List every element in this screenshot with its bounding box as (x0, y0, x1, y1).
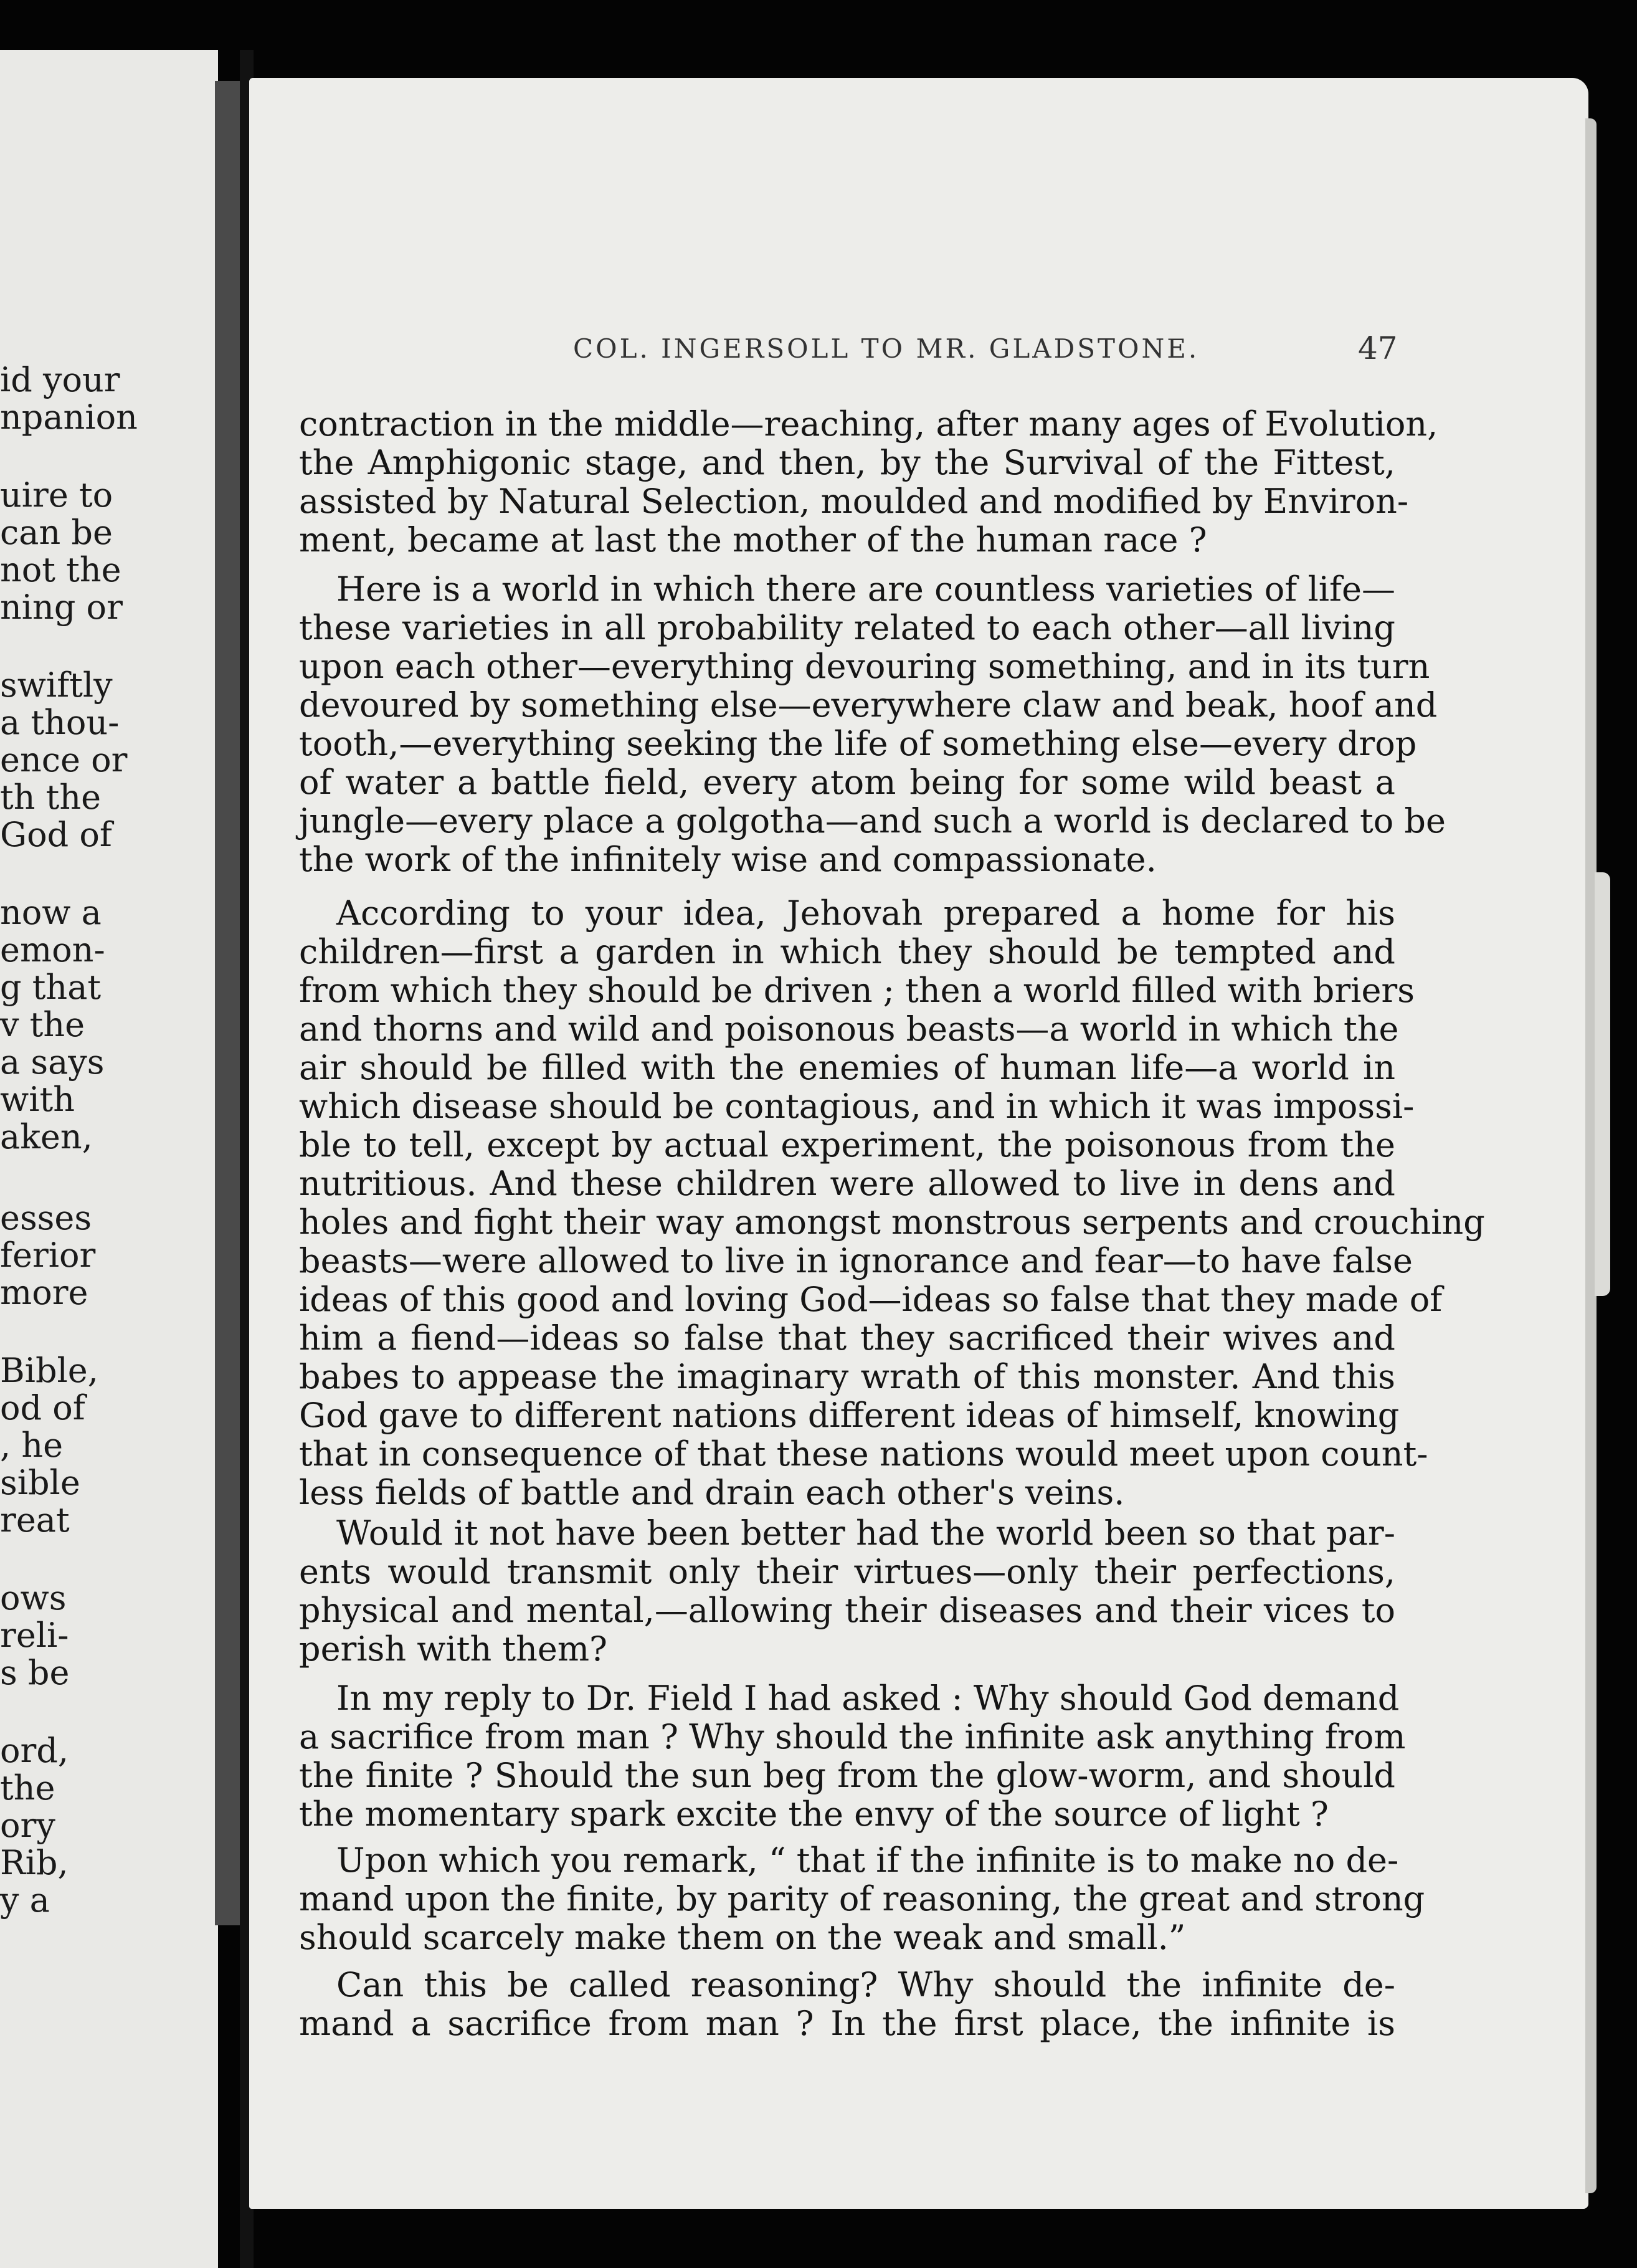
page-edge-tab (1595, 872, 1610, 1296)
text-line: beasts—were allowed to live in ignorance and fear—to have false (299, 1241, 1413, 1280)
left-page-fragment: aken, (0, 1117, 93, 1156)
left-page-fragment: ence or (0, 740, 128, 779)
left-page-sliver (0, 50, 218, 2268)
left-page-fragment: y a (0, 1880, 50, 1920)
page-number: 47 (1358, 330, 1398, 366)
text-line: Here is a world in which there are countless varieties of life— (336, 569, 1395, 609)
left-page-fragment: s be (0, 1653, 70, 1692)
left-page-fragment: npanion (0, 398, 138, 437)
paragraph (299, 1679, 1406, 1834)
text-line: the finite ? Should the sun beg from the glow-worm, and should (299, 1756, 1395, 1795)
paragraph (299, 404, 1438, 560)
text-line: air should be filled with the enemies of human life—a world in (299, 1048, 1395, 1087)
text-line: from which they should be driven ; then a world filled with briers (299, 971, 1415, 1010)
text-line: less fields of battle and drain each other's veins. (299, 1473, 1125, 1512)
text-line: mand upon the finite, by parity of reasoning, the great and strong (299, 1879, 1425, 1918)
left-page-fragment: the (0, 1768, 55, 1808)
left-page-fragment: od of (0, 1388, 85, 1427)
left-page-fragment: v the (0, 1005, 85, 1044)
text-line: these varieties in all probability related to each other—all living (299, 608, 1395, 647)
text-line: the Amphigonic stage, and then, by the Survival of the Fittest, (299, 443, 1395, 482)
text-line: devoured by something else—everywhere claw and beak, hoof and (299, 685, 1438, 725)
left-page-fragment: now a (0, 893, 102, 932)
left-page-fragment: ferior (0, 1236, 96, 1275)
paragraph (299, 1514, 1395, 1669)
paragraph (299, 569, 1446, 879)
text-line: should scarcely make them on the weak and small.” (299, 1918, 1186, 1957)
left-page-fragment: God of (0, 815, 112, 854)
left-page-fragment: ory (0, 1806, 55, 1845)
paragraph (299, 1966, 1395, 2043)
left-page-fragment: reat (0, 1500, 70, 1540)
left-page-fragment: can be (0, 513, 113, 552)
left-page-fragment: more (0, 1273, 88, 1312)
left-page-fragment: swiftly (0, 665, 113, 705)
left-page-fragment: not the (0, 550, 121, 589)
text-line: contraction in the middle—reaching, after many ages of Evolution, (299, 404, 1438, 444)
left-page-fragment: ning or (0, 588, 123, 627)
text-line: ble to tell, except by actual experiment, the poisonous from the (299, 1125, 1395, 1165)
left-page-fragment: sible (0, 1463, 80, 1502)
text-line: nutritious. And these children were allowed to live in dens and (299, 1164, 1395, 1203)
text-line: the momentary spark excite the envy of the source of light ? (299, 1794, 1329, 1834)
text-line: him a fiend—ideas so false that they sacrificed their wives and (299, 1318, 1395, 1358)
text-line: perish with them? (299, 1629, 607, 1669)
text-line: which disease should be contagious, and in which it was impossi- (299, 1087, 1415, 1126)
text-line: the work of the infinitely wise and compassionate. (299, 840, 1157, 879)
text-line: physical and mental,—allowing their diseases and their vices to (299, 1591, 1395, 1630)
left-page-fragment: ows (0, 1578, 67, 1618)
left-page-fragment: th the (0, 778, 102, 817)
paragraph (299, 1841, 1425, 1957)
text-line: In my reply to Dr. Field I had asked : Why should God demand (336, 1679, 1400, 1718)
text-line: According to your idea, Jehovah prepared a home for his (336, 893, 1395, 933)
left-page-fragment: g that (0, 968, 102, 1007)
left-page-fragment: id your (0, 360, 120, 399)
text-line: assisted by Natural Selection, moulded and modified by Environ- (299, 482, 1409, 521)
left-page-fragment: emon- (0, 930, 105, 970)
text-line: Upon which you remark, “ that if the infinite is to make no de- (336, 1841, 1399, 1880)
left-page-fragment: Bible, (0, 1351, 98, 1390)
text-line: upon each other—everything devouring something, and in its turn (299, 647, 1430, 686)
text-line: Would it not have been better had the world been so that par- (336, 1513, 1395, 1553)
left-page-fragment: reli- (0, 1616, 69, 1655)
text-line: God gave to different nations different ideas of himself, knowing (299, 1396, 1400, 1435)
text-line: holes and fight their way amongst monstrous serpents and crouching (299, 1203, 1485, 1242)
text-line: ideas of this good and loving God—ideas so false that they made of (299, 1280, 1443, 1319)
text-line: jungle—every place a golgotha—and such a world is declared to be (299, 801, 1446, 841)
text-line: ents would transmit only their virtues—only their perfections, (299, 1552, 1395, 1591)
left-page-fragment: ord, (0, 1731, 69, 1770)
text-line: babes to appease the imaginary wrath of this monster. And this (299, 1357, 1395, 1396)
left-page-fragment: , he (0, 1426, 64, 1465)
gutter-shadow (215, 81, 240, 1925)
text-line: tooth,—everything seeking the life of something else—every drop (299, 724, 1417, 763)
text-line: children—first a garden in which they should be tempted and (299, 932, 1395, 971)
left-page-fragment: Rib, (0, 1843, 69, 1882)
left-page-fragment: esses (0, 1198, 92, 1237)
left-page-fragment: a thou- (0, 703, 120, 742)
text-line: and thorns and wild and poisonous beasts—a world in which the (299, 1009, 1399, 1049)
text-line: that in consequence of that these nations would meet upon count- (299, 1434, 1428, 1474)
left-page-fragment: a says (0, 1042, 105, 1082)
text-line: ment, became at last the mother of the human race ? (299, 520, 1207, 560)
running-head: COL. INGERSOLL TO MR. GLADSTONE. (573, 333, 1200, 364)
text-line: of water a battle field, every atom being for some wild beast a (299, 763, 1395, 802)
left-page-fragment: with (0, 1080, 75, 1119)
text-line: mand a sacrifice from man ? In the first place, the infinite is (299, 2004, 1395, 2043)
text-line: a sacrifice from man ? Why should the infinite ask anything from (299, 1717, 1406, 1756)
paragraph (299, 893, 1485, 1512)
text-line: Can this be called reasoning? Why should the infinite de- (336, 1965, 1395, 2004)
left-page-fragment: uire to (0, 475, 113, 515)
